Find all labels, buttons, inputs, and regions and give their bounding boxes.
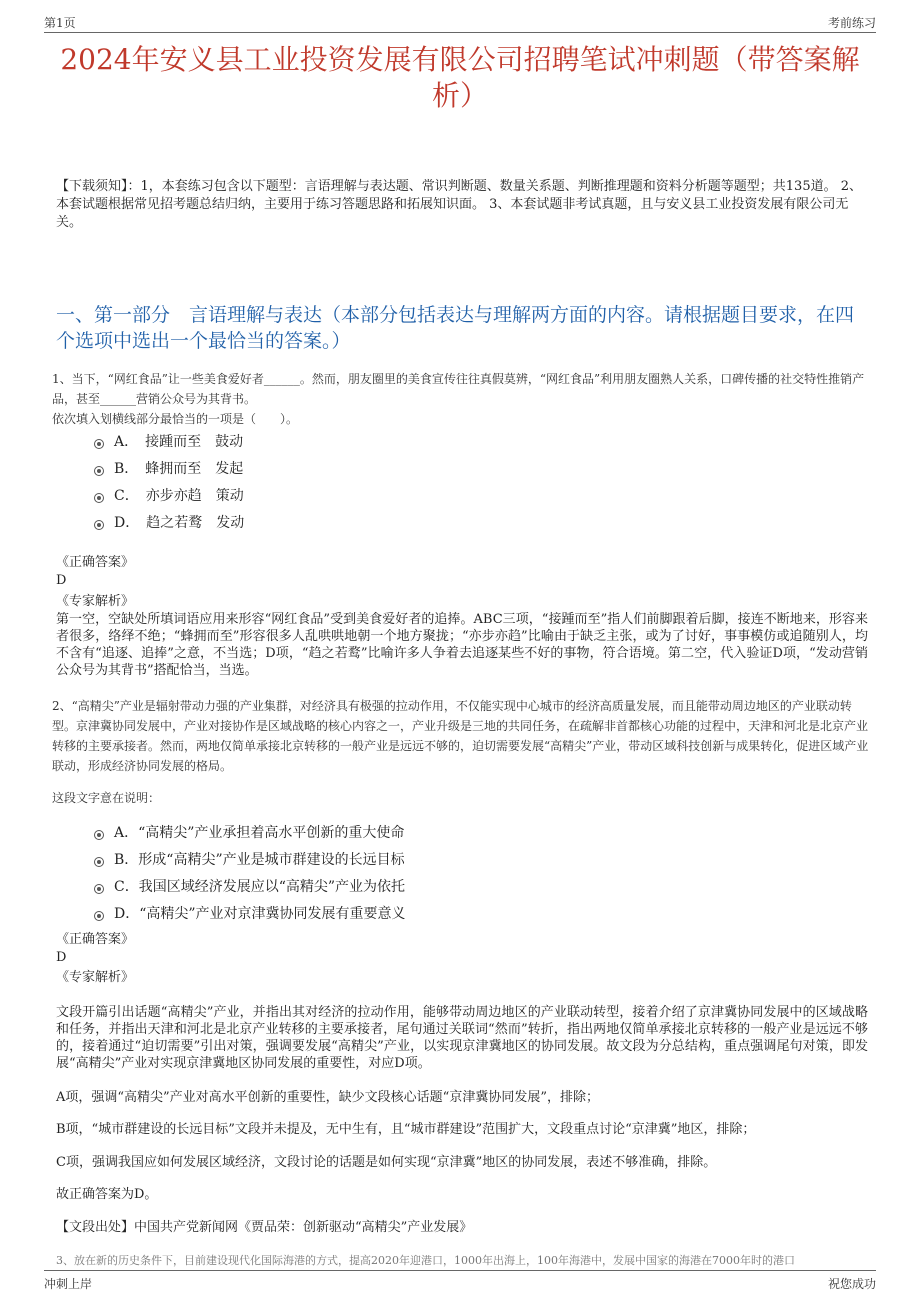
header-label: 考前练习 xyxy=(827,16,876,30)
question-2-conclusion: 故正确答案为D。 xyxy=(56,1187,158,1202)
question-2-option-c[interactable]: C．我国区域经济发展应以“高精尖”产业为依托 xyxy=(94,872,854,899)
question-1-prompt: 依次填入划横线部分最恰当的一项是（ ）。 xyxy=(52,412,299,426)
question-2-answer-label: 《正确答案》 xyxy=(56,932,135,947)
radio-icon[interactable] xyxy=(94,439,104,449)
radio-icon[interactable] xyxy=(94,493,104,503)
question-2-explain-b: B项，“城市群建设的长远目标”文段并未提及，无中生有，且“城市群建设”范围扩大，文段重点讨论“京津冀”地区，排除； xyxy=(56,1122,756,1137)
document-title: 2024年安义县工业投资发展有限公司招聘笔试冲刺题（带答案解析） xyxy=(60,43,860,112)
question-2-answer: D xyxy=(56,950,67,965)
question-2-explain-a: A项，强调“高精尖”产业对高水平创新的重要性，缺少文段核心话题“京津冀协同发展”，排除； xyxy=(56,1090,599,1105)
footer-right: 祝您成功 xyxy=(827,1277,876,1291)
radio-icon[interactable] xyxy=(94,884,104,894)
section-heading: 一、第一部分 言语理解与表达（本部分包括表达与理解两方面的内容。请根据题目要求，在四个选项中选出一个最恰当的答案。） xyxy=(56,304,855,352)
radio-icon[interactable] xyxy=(94,857,104,867)
question-1-option-b[interactable]: B． 蜂拥而至 发起 xyxy=(94,454,854,481)
question-1-analysis-label: 《专家解析》 xyxy=(56,594,135,609)
radio-icon[interactable] xyxy=(94,830,104,840)
question-1-option-a[interactable]: A． 接踵而至 鼓动 xyxy=(94,427,854,454)
footer-left: 冲刺上岸 xyxy=(44,1277,93,1291)
question-1-options xyxy=(94,427,854,535)
page-header xyxy=(44,14,876,33)
question-3-partial: 3、放在新的历史条件下，目前建设现代化国际海港的方式，提高2020年迎港口，1000年出海上，100年海港中，发展中国家的海港在7000年时的港口 xyxy=(56,1254,795,1267)
page-number: 第1页 xyxy=(44,16,76,30)
question-1-analysis: 第一空，空缺处所填词语应用来形容“网红食品”受到美食爱好者的追捧。ABC三项，“接踵而至”指人们前脚跟着后脚，接连不断地来，形容来者很多，络绎不绝；“蜂拥而至”形容很多人乱哄哄地朝一个地方聚拢；“亦步亦趋”比喻由于缺乏主张，或为了讨好，事事模仿或追随别人，均不含有“追逐、追捧”之意，不当选；D项，“趋之若鹜”比喻许多人争着去追逐某些不好的事物，符合语境。第二空，代入验证D项，“发动营销公众号为其背书”搭配恰当，当选。 xyxy=(56,612,868,678)
question-1-option-d[interactable]: D． 趋之若鹜 发动 xyxy=(94,508,854,535)
question-2-prompt: 这段文字意在说明： xyxy=(52,791,161,805)
question-1-stem: 1、当下，“网红食品”让一些美食爱好者______。然而，朋友圈里的美食宣传往往真假莫辨，“网红食品”利用朋友圈熟人关系，口碑传播的社交特性推销产品，甚至______营销公众号为其背书。 xyxy=(52,372,865,406)
question-2-option-b[interactable]: B．形成“高精尖”产业是城市群建设的长远目标 xyxy=(94,845,854,872)
question-2-stem: 2、“高精尖”产业是辐射带动力强的产业集群，对经济具有极强的拉动作用，不仅能实现中心城市的经济高质量发展，而且能带动周边地区的产业联动转型。京津冀协同发展中，产业对接协作是区域战略的核心内容之一，产业升级是三地的共同任务，在疏解非首都核心功能的过程中，天津和河北是北京产业转移的主要承接者。然而，两地仅简单承接北京转移的一般产业是远远不够的，迫切需要发展“高精尖”产业，带动区域科技创新与成果转化，促进区域产业联动，形成经济协同发展的格局。 xyxy=(52,699,869,773)
question-2-options xyxy=(94,818,854,926)
question-1-answer-label: 《正确答案》 xyxy=(56,555,135,570)
question-2-source: 【文段出处】中国共产党新闻网《贾品荣：创新驱动“高精尖”产业发展》 xyxy=(56,1220,473,1235)
page-footer xyxy=(44,1270,876,1292)
question-1-option-c[interactable]: C． 亦步亦趋 策动 xyxy=(94,481,854,508)
download-notice: 【下载须知】：1，本套练习包含以下题型：言语理解与表达题、常识判断题、数量关系题、判断推理题和资料分析题等题型；共135道。 2、本套试题根据常见招考题总结归纳，主要用于练习答题思路和拓展知识面。 3、本套试题非考试真题，且与安义县工业投资发展有限公司无关。 xyxy=(56,179,862,230)
radio-icon[interactable] xyxy=(94,466,104,476)
question-2-analysis: 文段开篇引出话题“高精尖”产业，并指出其对经济的拉动作用，能够带动周边地区的产业联动转型，接着介绍了京津冀协同发展中的区域战略和任务，并指出天津和河北是北京产业转移的主要承接者，尾句通过关联词“然而”转折，指出两地仅简单承接北京转移的一般产业是远远不够的，接着通过“迫切需要”引出对策，强调要发展“高精尖”产业，以实现京津冀地区的协同发展。故文段为分总结构，重点强调尾句对策，即发展“高精尖”产业对实现京津冀地区协同发展的重要性，对应D项。 xyxy=(56,1005,868,1071)
radio-icon[interactable] xyxy=(94,911,104,921)
question-2-option-d[interactable]: D．“高精尖”产业对京津冀协同发展有重要意义 xyxy=(94,899,854,926)
question-2-option-a[interactable]: A．“高精尖”产业承担着高水平创新的重大使命 xyxy=(94,818,854,845)
radio-icon[interactable] xyxy=(94,520,104,530)
question-2-analysis-label: 《专家解析》 xyxy=(56,970,135,985)
question-2-explain-c: C项，强调我国应如何发展区域经济，文段讨论的话题是如何实现“京津冀”地区的协同发展，表述不够准确，排除。 xyxy=(56,1155,717,1170)
question-1-answer: D xyxy=(56,573,67,588)
